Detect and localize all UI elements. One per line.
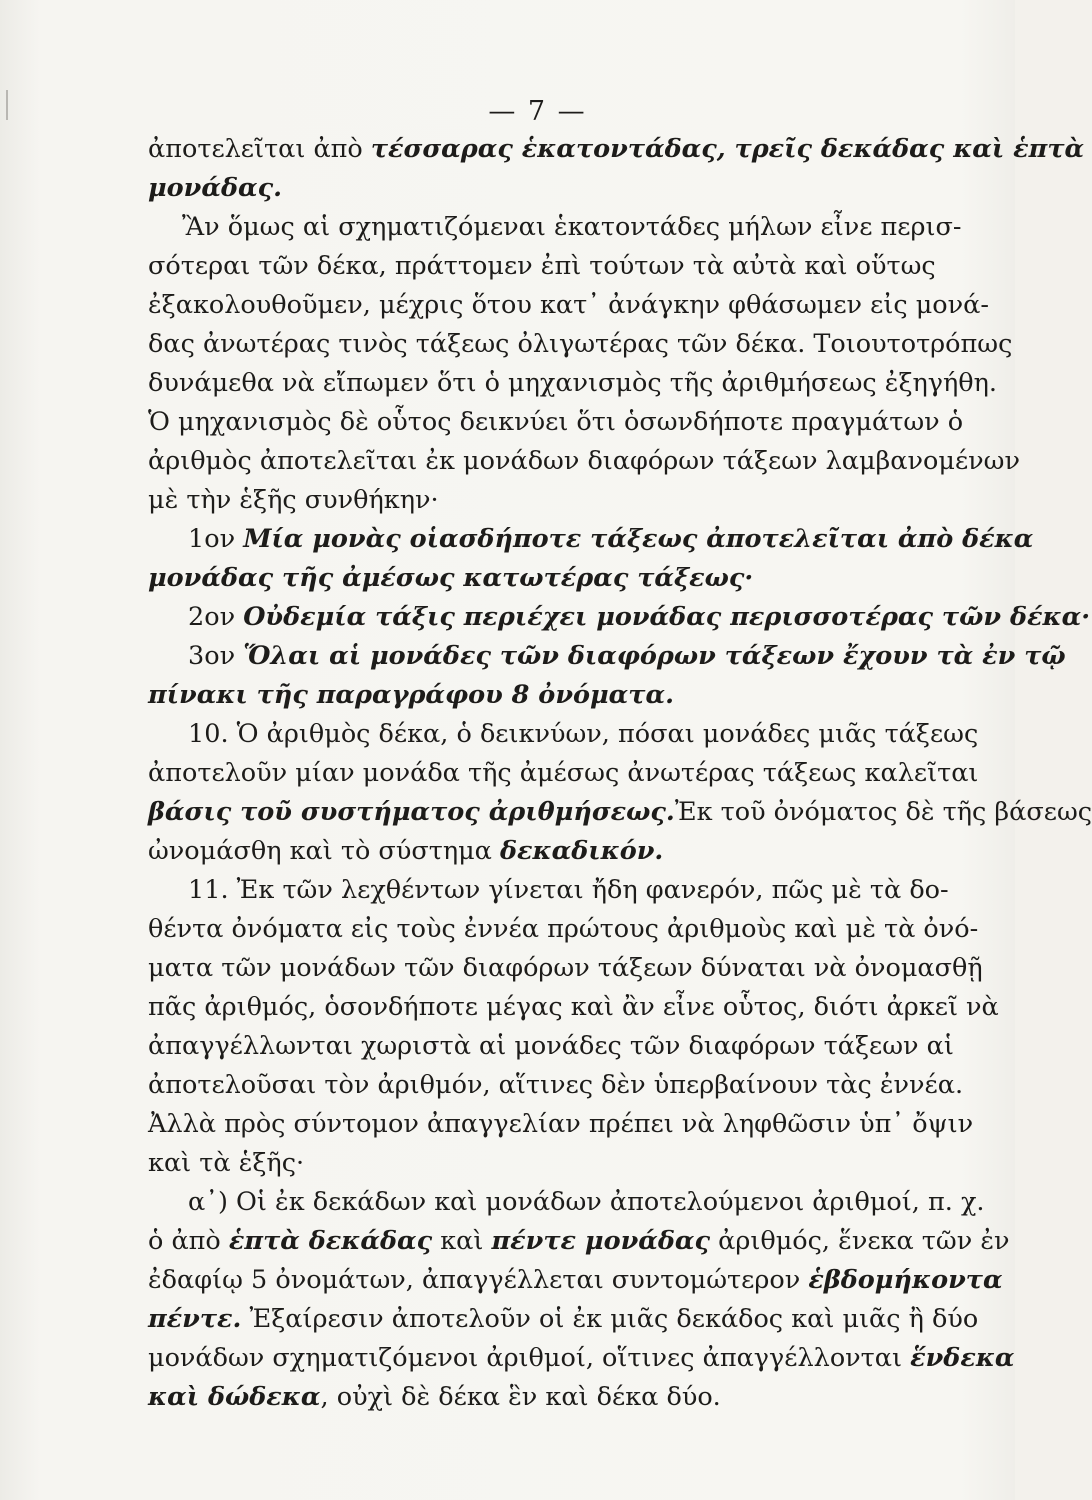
text-line: Ἂν ὅμως αἱ σχηματιζόμεναι ἑκατοντάδες μήλων εἶνε περισ-: [182, 212, 962, 242]
text-line: ὠνομάσθη καὶ τὸ σύστημα δεκαδικόν.: [148, 836, 664, 866]
text-line: ἀριθμὸς ἀποτελεῖται ἐκ μονάδων διαφόρων τάξεων λαμβανομένων: [148, 446, 1020, 476]
text-line: μονάδας.: [148, 173, 283, 203]
body-text: [148, 130, 1092, 1417]
subsection-a-start: α᾽) Οἱ ἐκ δεκάδων καὶ μονάδων ἀποτελούμενοι ἀριθμοί, π. χ.: [188, 1187, 985, 1217]
text-line: ματα τῶν μονάδων τῶν διαφόρων τάξεων δύναται νὰ ὀνομασθῇ: [148, 953, 983, 983]
text-line: ἐξακολουθοῦμεν, μέχρις ὅτου κατ᾽ ἀνάγκην φθάσωμεν εἰς μονά-: [148, 290, 989, 320]
text-line: πίνακι τῆς παραγράφου 8 ὀνόματα.: [148, 680, 674, 710]
text-line: ἀποτελοῦσαι τὸν ἀριθμόν, αἵτινες δὲν ὑπερβαίνουν τὰς ἐννέα.: [148, 1070, 964, 1100]
text-line: καὶ τὰ ἑξῆς·: [148, 1148, 305, 1178]
text-line: μονάδων σχηματιζόμενοι ἀριθμοί, οἵτινες ἀπαγγέλλονται ἕνδεκα: [148, 1343, 1015, 1373]
text-line: καὶ δώδεκα, οὐχὶ δὲ δέκα ἓν καὶ δέκα δύο.: [148, 1382, 721, 1412]
text-line: δας ἀνωτέρας τινὸς τάξεως ὀλιγωτέρας τῶν δέκα. Τοιουτοτρόπως: [148, 329, 1013, 359]
text-line: μὲ τὴν ἑξῆς συνθήκην·: [148, 485, 439, 515]
text-line: ὁ ἀπὸ ἑπτὰ δεκάδας καὶ πέντε μονάδας ἀριθμός, ἕνεκα τῶν ἐν: [148, 1226, 1010, 1256]
text-line: ἐδαφίῳ 5 ὀνομάτων, ἀπαγγέλλεται συντομώτερον ἑβδομήκοντα: [148, 1265, 1003, 1295]
rule-item-2: 2ον Οὐδεμία τάξις περιέχει μονάδας περισσοτέρας τῶν δέκα·: [188, 602, 1091, 632]
text-line: βάσις τοῦ συστήματος ἀριθμήσεως.Ἐκ τοῦ ὀνόματος δὲ τῆς βάσεως: [148, 797, 1092, 827]
text-line: δυνάμεθα νὰ εἴπωμεν ὅτι ὁ μηχανισμὸς τῆς ἀριθμήσεως ἐξηγήθη.: [148, 368, 998, 398]
paragraph-10-start: 10. Ὁ ἀριθμὸς δέκα, ὁ δεικνύων, πόσαι μονάδες μιᾶς τάξεως: [188, 719, 979, 749]
text-line: μονάδας τῆς ἀμέσως κατωτέρας τάξεως·: [148, 563, 754, 593]
paragraph-11-start: 11. Ἐκ τῶν λεχθέντων γίνεται ἤδη φανερόν, πῶς μὲ τὰ δο-: [188, 875, 949, 905]
text-line: πέντε. Ἐξαίρεσιν ἀποτελοῦν οἱ ἐκ μιᾶς δεκάδος καὶ μιᾶς ἢ δύο: [148, 1304, 979, 1334]
text-line: σότεραι τῶν δέκα, πράττομεν ἐπὶ τούτων τὰ αὐτὰ καὶ οὕτως: [148, 251, 936, 281]
text-line: ἀποτελοῦν μίαν μονάδα τῆς ἀμέσως ἀνωτέρας τάξεως καλεῖται: [148, 758, 979, 788]
rule-item-1: 1ον Μία μονὰς οἱασδήποτε τάξεως ἀποτελεῖται ἀπὸ δέκα: [188, 524, 1034, 554]
text-line: Ὁ μηχανισμὸς δὲ οὗτος δεικνύει ὅτι ὁσωνδήποτε πραγμάτων ὁ: [148, 407, 964, 437]
text-line: θέντα ὀνόματα εἰς τοὺς ἐννέα πρώτους ἀριθμοὺς καὶ μὲ τὰ ὀνό-: [148, 914, 979, 944]
text-line: Ἀλλὰ πρὸς σύντομον ἀπαγγελίαν πρέπει νὰ ληφθῶσιν ὑπ᾽ ὄψιν: [148, 1109, 974, 1139]
text-line: ἀπαγγέλλωνται χωριστὰ αἱ μονάδες τῶν διαφόρων τάξεων αἱ: [148, 1031, 954, 1061]
text-line: πᾶς ἀριθμός, ὁσονδήποτε μέγας καὶ ἂν εἶνε οὗτος, διότι ἀρκεῖ νὰ: [148, 992, 999, 1022]
rule-item-3: 3ον Ὅλαι αἱ μονάδες τῶν διαφόρων τάξεων ἔχουν τὰ ἐν τῷ: [188, 641, 1066, 671]
text-line: ἀποτελεῖται ἀπὸ τέσσαρας ἑκατοντάδας, τρεῖς δεκάδας καὶ ἑπτὰ: [148, 134, 1085, 164]
page-number: — 7 —: [488, 96, 587, 127]
